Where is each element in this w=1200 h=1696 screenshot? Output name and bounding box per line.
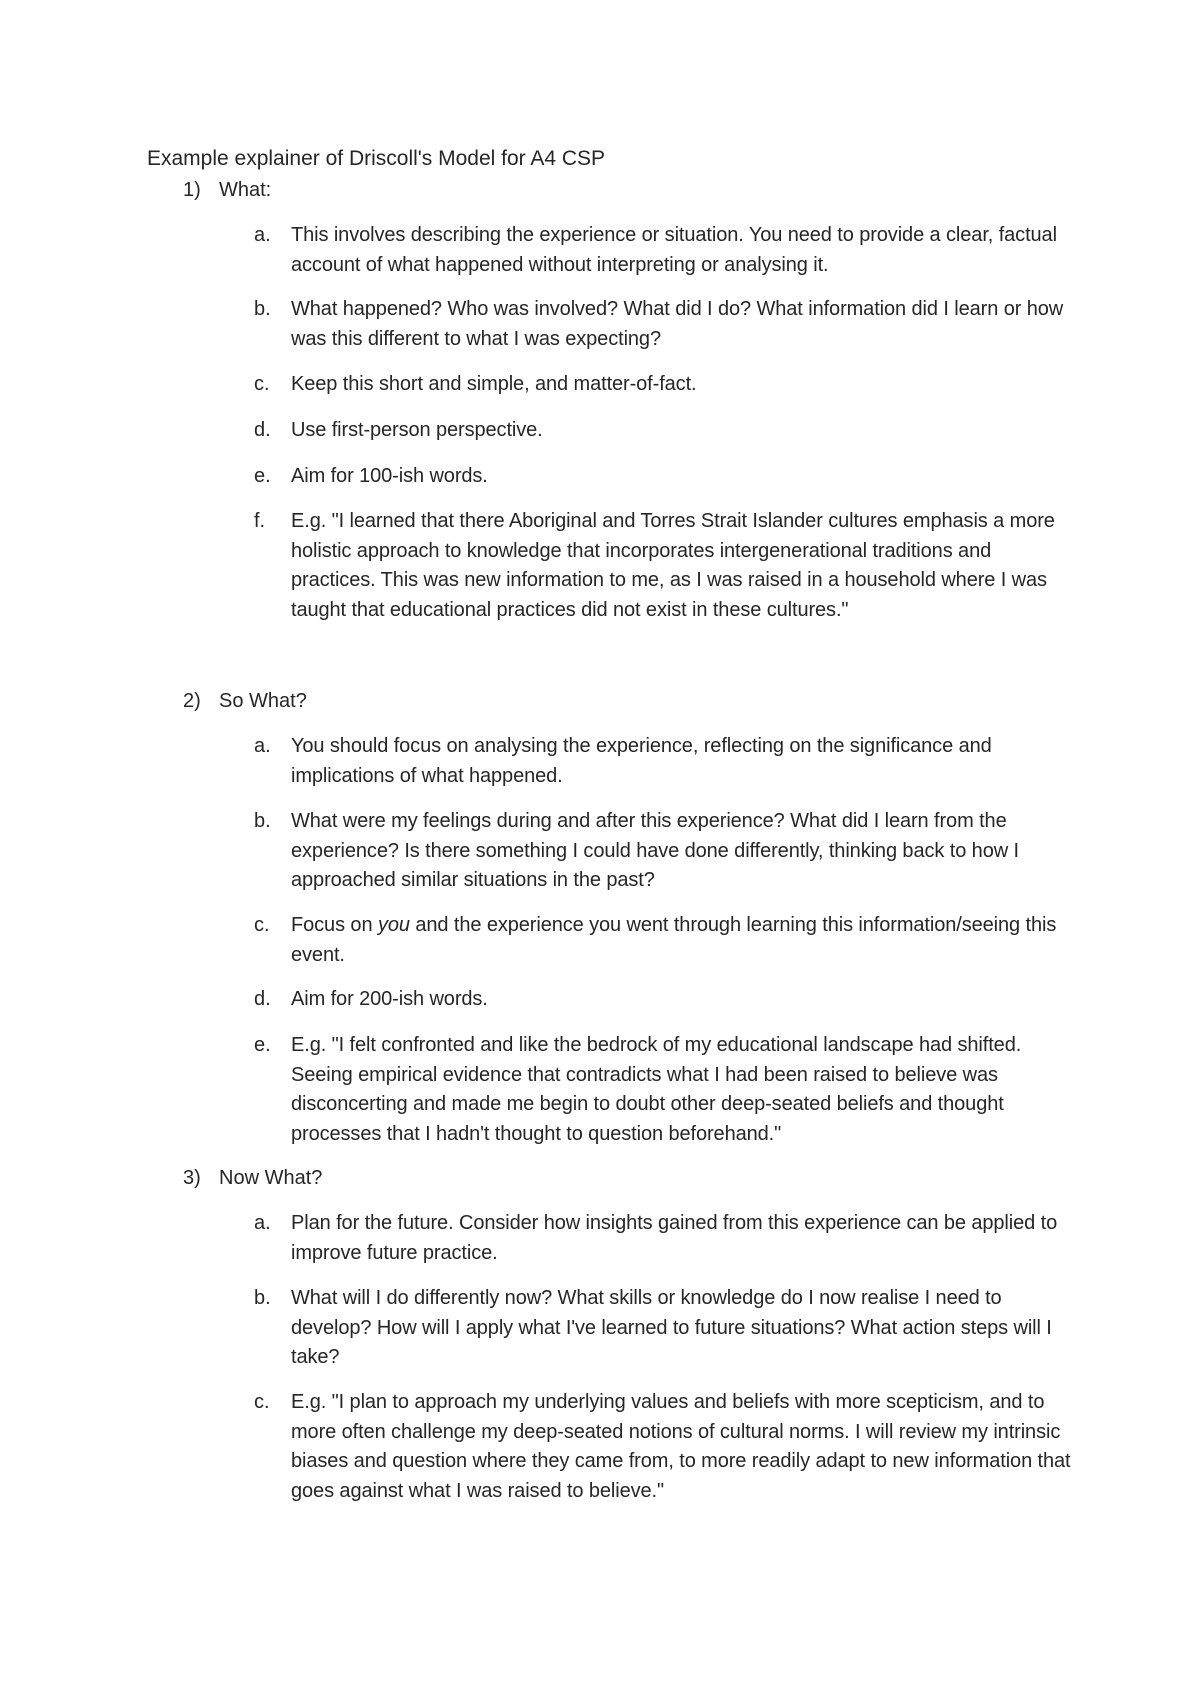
list-item-letter: b. — [254, 1287, 271, 1309]
list-item-text: What will I do differently now? What skills or knowledge do I now realise I need to develop? How will I apply what I've learned to future situations? What action steps will I take? — [291, 1287, 1052, 1369]
list-item-letter: d. — [254, 419, 271, 441]
section-title: Now What? — [219, 1167, 323, 1189]
list-item-letter: f. — [254, 510, 266, 532]
list-item-letter: e. — [254, 465, 271, 487]
list-item-text: What happened? Who was involved? What did I do? What information did I learn or how was this different to what I was expecting? — [291, 298, 1064, 350]
list-item-text: Aim for 200-ish words. — [291, 988, 488, 1010]
list-item-letter: b. — [254, 298, 271, 320]
emphasis-suffix: and the experience you went through learning this information/seeing this event. — [291, 914, 1057, 966]
section-heading — [183, 687, 307, 715]
section-title: What: — [219, 179, 272, 201]
section-number: 3) — [183, 1167, 201, 1189]
list-item-letter: c. — [254, 1391, 270, 1413]
list-item-text: E.g. "I felt confronted and like the bedrock of my educational landscape had shifted. Seeing empirical evidence that contradicts what I had been raised to believe was disconcerting and made me begin to doubt other deep-seated beliefs and thought processes that I hadn't thought to question beforehand." — [291, 1034, 1022, 1145]
section-title: So What? — [219, 690, 307, 712]
list-item-text: What were my feelings during and after this experience? What did I learn from the experience? Is there something I could have done differently, thinking back to how I approached similar situations in the past? — [291, 810, 1019, 892]
section-number: 1) — [183, 179, 201, 201]
list-item-text: Plan for the future. Consider how insights gained from this experience can be applied to improve future practice. — [291, 1212, 1058, 1264]
section-heading — [183, 176, 271, 204]
list-item-letter: b. — [254, 810, 271, 832]
list-item-text — [291, 911, 1081, 970]
list-item-letter: e. — [254, 1034, 271, 1056]
emphasis-you: you — [377, 914, 410, 936]
document-title: Example explainer of Driscoll's Model for A4 CSP — [147, 147, 606, 170]
list-item-text: Keep this short and simple, and matter-of-fact. — [291, 373, 697, 395]
section-heading — [183, 1164, 322, 1192]
list-item-text: Aim for 100-ish words. — [291, 465, 488, 487]
list-item-letter: a. — [254, 1212, 271, 1234]
list-item-letter: c. — [254, 373, 270, 395]
list-item-letter: d. — [254, 988, 271, 1010]
emphasis-prefix: Focus on — [291, 914, 378, 936]
section-number: 2) — [183, 690, 201, 712]
list-item-letter: a. — [254, 224, 271, 246]
list-item-letter: c. — [254, 914, 270, 936]
list-item-text: This involves describing the experience or situation. You need to provide a clear, factual account of what happened without interpreting or analysing it. — [291, 224, 1057, 276]
list-item-text: You should focus on analysing the experience, reflecting on the significance and implications of what happened. — [291, 735, 992, 787]
list-item-text: E.g. "I plan to approach my underlying values and beliefs with more scepticism, and to more often challenge my deep-seated notions of cultural norms. I will review my intrinsic biases and question where they came from, to more readily adapt to new information that goes against what I was raised to believe." — [291, 1391, 1071, 1502]
list-item-letter: a. — [254, 735, 271, 757]
list-item-text: Use first-person perspective. — [291, 419, 543, 441]
list-item-text: E.g. "I learned that there Aboriginal and Torres Strait Islander cultures emphasis a more holistic approach to knowledge that incorporates intergenerational traditions and practices. This was new information to me, as I was raised in a household where I was taught that educational practices did not exist in these cultures." — [291, 510, 1055, 621]
